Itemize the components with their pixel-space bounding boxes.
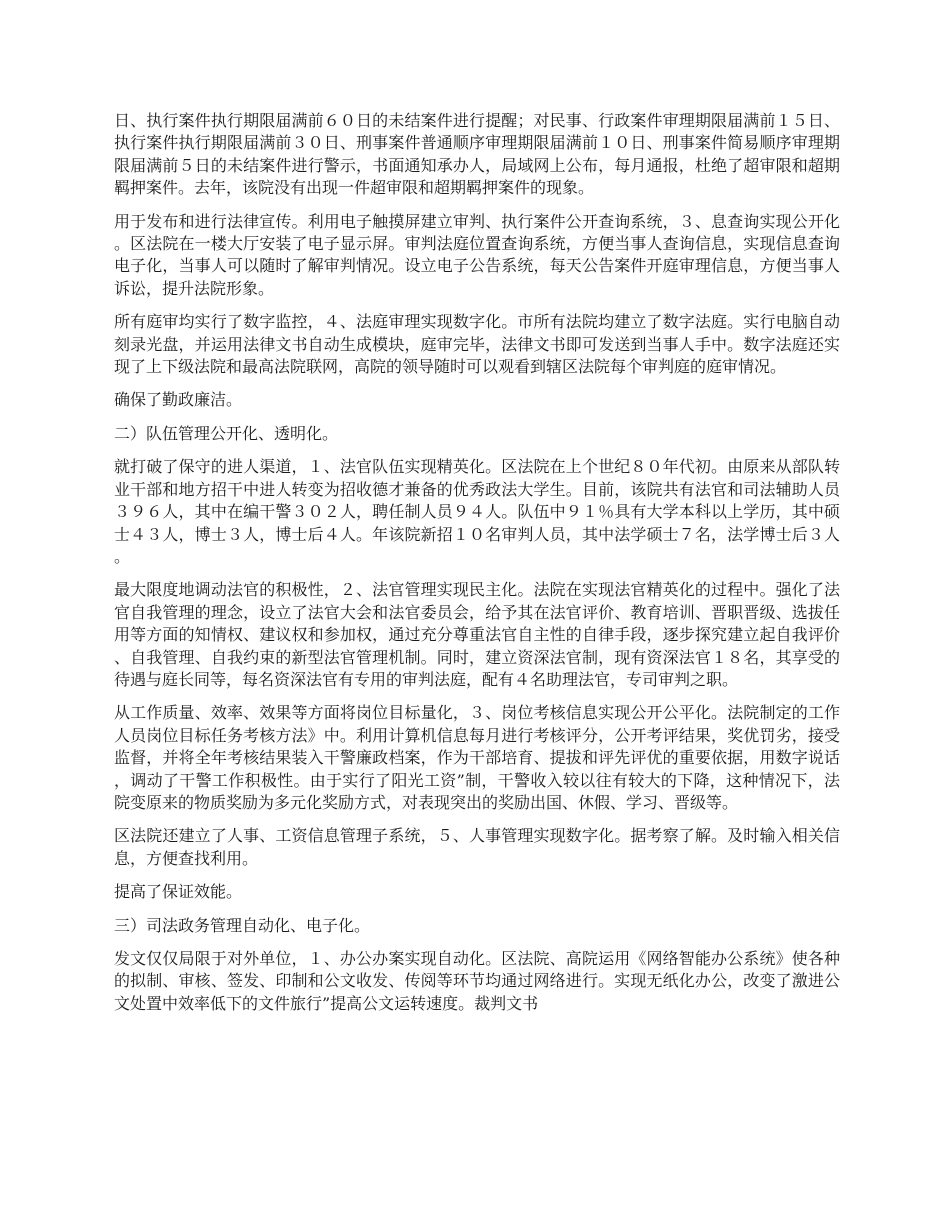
section-heading-3: 三）司法政务管理自动化、电子化。 [114,915,371,935]
section-heading-2: 二）队伍管理公开化、透明化。 [114,423,339,443]
paragraph-12: 发文仅仅局限于对外单位，１、办公办案实现自动化。区法院、高院运用《网络智能办公系统》使各种的拟制、审核、签发、印制和公文收发、传阅等环节均通过网络进行。实现无纸化办公，改变了激进公文处置中效率低下的文件旅行”提高公文运转速度。裁判文书 [114,949,840,1013]
paragraph-9: 区法院还建立了人事、工资信息管理子系统，５、人事管理实现数字化。据考察了解。及时输入相关信息，方便查找利用。 [114,826,840,868]
paragraph-6: 就打破了保守的进人渠道，１、法官队伍实现精英化。区法院在上个世纪８０年代初。由原来从部队转业干部和地方招干中进人转变为招收德才兼备的优秀政法大学生。目前，该院共有法官和司法辅助人员３９６人，其中在编干警３０２人，聘任制人员９４人。队伍中９１％具有大学本科以上学历，其中硕士４３人，博士３人，博士后４人。年该院新招１０名审判人员，其中法学硕士７名，法学博士后３人。 [114,457,840,566]
paragraph-7: 最大限度地调动法官的积极性，２、法官管理实现民主化。法院在实现法官精英化的过程中。强化了法官自我管理的理念，设立了法官大会和法官委员会，给予其在法官评价、教育培训、晋职晋级、选拔任用等方面的知情权、建议权和参加权，通过充分尊重法官自主性的自律手段，逐步探究建立起自我评价、自我管理、自我约束的新型法官管理机制。同时，建立资深法官制，现有资深法官１８名，其享受的待遇与庭长同等，每名资深法官有专用的审判法庭，配有４名助理法官，专司审判之职。 [114,580,840,689]
paragraph-3: 所有庭审均实行了数字监控，４、法庭审理实现数字化。市所有法院均建立了数字法庭。实行电脑自动刻录光盘，并运用法律文书自动生成模块，庭审完毕，法律文书即可发送到当事人手中。数字法庭还实现了上下级法院和最高法院联网，高院的领导随时可以观看到辖区法院每个审判庭的庭审情况。 [114,312,840,377]
paragraph-10: 提高了保证效能。 [114,882,243,902]
paragraph-2: 用于发布和进行法律宣传。利用电子触摸屏建立审判、执行案件公开查询系统，３、息查询实现公开化。区法院在一楼大厅安装了电子显示屏。审判法庭位置查询系统，方便当事人查询信息，实现信息查询电子化，当事人可以随时了解审判情况。设立电子公告系统，每天公告案件开庭审理信息，方便当事人诉讼，提升法院形象。 [114,211,840,298]
paragraph-8: 从工作质量、效率、效果等方面将岗位目标量化，３、岗位考核信息实现公开公平化。法院制定的工作人员岗位目标任务考核方法》中。利用计算机信息每月进行考核评分，公开考评结果，奖优罚劣，接受监督，并将全年考核结果装入干警廉政档案，作为干部培育、提拔和评先评优的重要依据，用数字说话，调动了干警工作积极性。由于实行了阳光工资”制，干警收入较以往有较大的下降，这种情况下，法院变原来的物质奖励为多元化奖励方式，对表现突出的奖励出国、休假、学习、晋级等。 [114,703,840,812]
paragraph-1: 日、执行案件执行期限届满前６０日的未结案件进行提醒；对民事、行政案件审理期限届满前１５日、执行案件执行期限届满前３０日、刑事案件普通顺序审理期限届满前１０日、刑事案件简易顺序审理期限届满前５日的未结案件进行警示，书面通知承办人，局域网上公布，每月通报，杜绝了超审限和超期羁押案件。去年，该院没有出现一件超审限和超期羁押案件的现象。 [114,111,840,198]
paragraph-4: 确保了勤政廉洁。 [114,390,243,410]
